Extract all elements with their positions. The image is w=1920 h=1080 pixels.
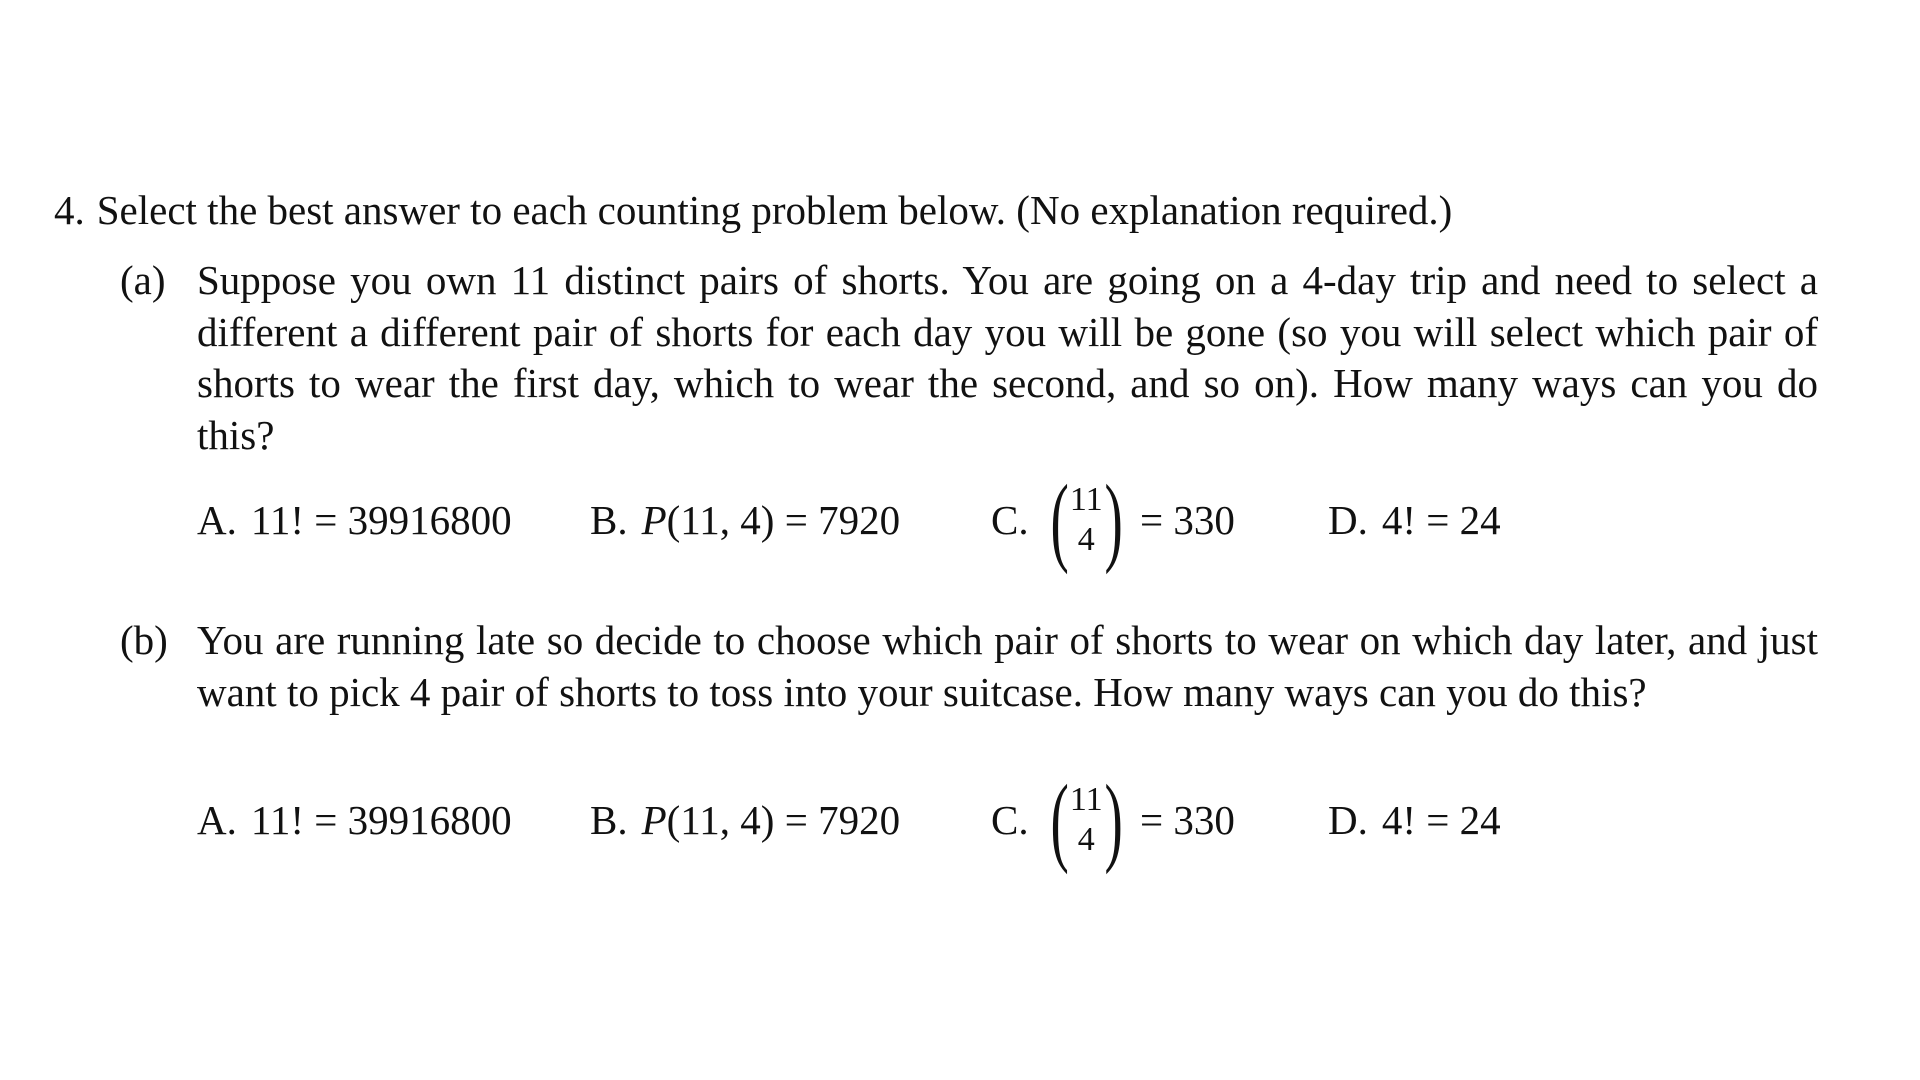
choice-letter: B. xyxy=(590,497,628,543)
question-number: 4. xyxy=(54,187,85,233)
part-a-choice-b[interactable] xyxy=(590,460,900,580)
choice-letter: A. xyxy=(197,497,237,543)
binomial-coefficient xyxy=(1043,764,1130,875)
choice-expression: (11, 4) = 7920 xyxy=(666,797,901,843)
choice-letter: C. xyxy=(991,497,1029,543)
part-b-choice-a[interactable] xyxy=(197,760,512,880)
choice-expression: (11, 4) = 7920 xyxy=(666,497,901,543)
choice-letter: B. xyxy=(590,797,628,843)
left-paren: ( xyxy=(1050,464,1069,575)
question-text: Select the best answer to each counting problem below. (No explanation required.) xyxy=(96,187,1453,233)
permutation-symbol: P xyxy=(641,797,667,843)
part-b-text: You are running late so decide to choose which pair of shorts to wear on which day later, and just want to pick 4 pair of shorts to toss into your suitcase. How many ways can you do this? xyxy=(197,617,1818,715)
binomial-stack xyxy=(1070,480,1103,560)
part-a-choice-a[interactable] xyxy=(197,460,512,580)
binomial-coefficient xyxy=(1043,464,1130,575)
choice-expression: = 330 xyxy=(1139,497,1235,543)
part-b-label: (b) xyxy=(120,617,168,663)
choice-letter: C. xyxy=(991,797,1029,843)
binomial-stack xyxy=(1070,780,1103,860)
part-b-choices xyxy=(197,760,1597,880)
part-b-choice-b[interactable] xyxy=(590,760,900,880)
choice-expression: = 330 xyxy=(1139,797,1235,843)
part-a xyxy=(120,255,1820,575)
choice-letter: D. xyxy=(1328,497,1368,543)
binomial-top: 11 xyxy=(1069,781,1103,818)
choice-letter: A. xyxy=(197,797,237,843)
part-b-choice-c[interactable] xyxy=(991,760,1235,880)
binomial-bottom: 4 xyxy=(1077,521,1095,558)
binomial-top: 11 xyxy=(1069,481,1103,518)
choice-letter: D. xyxy=(1328,797,1368,843)
right-paren: ) xyxy=(1104,464,1123,575)
part-a-choice-d[interactable] xyxy=(1328,460,1501,580)
permutation-symbol: P xyxy=(641,497,667,543)
part-b-choice-d[interactable] xyxy=(1328,760,1501,880)
binomial-bottom: 4 xyxy=(1077,821,1095,858)
choice-expression: 4! = 24 xyxy=(1381,797,1501,843)
part-a-choices xyxy=(197,460,1597,580)
part-b xyxy=(120,615,1820,875)
part-a-text: Suppose you own 11 distinct pairs of shorts. You are going on a 4-day trip and need to select a different a different pair of shorts for each day you will be gone (so you will select which pair of shorts to wear the first day, which to wear the second, and so on). How many ways can you do this? xyxy=(197,257,1818,458)
choice-expression: 11! = 39916800 xyxy=(250,797,512,843)
part-a-label: (a) xyxy=(120,257,166,303)
right-paren: ) xyxy=(1104,764,1123,875)
choice-expression: 11! = 39916800 xyxy=(250,497,512,543)
question-header xyxy=(54,187,1452,233)
choice-expression: 4! = 24 xyxy=(1381,497,1501,543)
left-paren: ( xyxy=(1050,764,1069,875)
part-a-choice-c[interactable] xyxy=(991,460,1235,580)
